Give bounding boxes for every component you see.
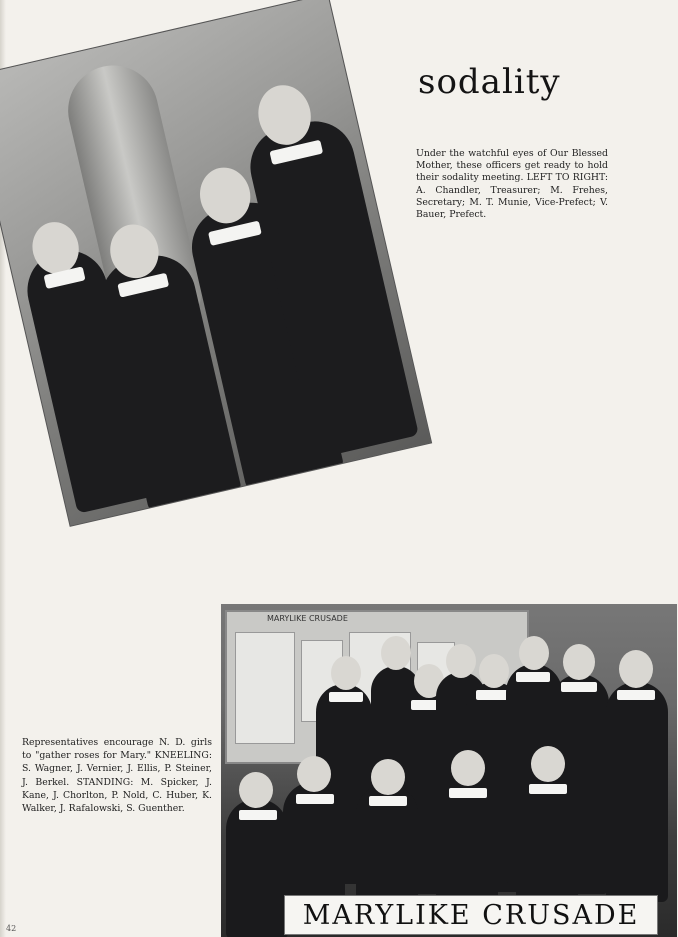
bulletin-board-title: MARYLIKE CRUSADE xyxy=(267,614,348,623)
person-head xyxy=(297,756,331,792)
marylike-crusade-photo xyxy=(221,604,677,937)
person-head xyxy=(451,750,485,786)
person-head xyxy=(619,650,653,688)
sodality-officers-photo xyxy=(0,0,431,526)
page-number: 42 xyxy=(6,924,17,933)
person-collar xyxy=(516,672,550,682)
person-collar xyxy=(369,796,407,806)
photo-caption-top: Under the watchful eyes of Our Blessed Mother, these officers get ready to hold their sodality meeting. LEFT TO RIGHT: A. Chandler, Treasurer; M. Frehes, Secretary; M. T. Munie, Vice-Prefect; V. Bauer, Prefect. xyxy=(416,148,608,221)
person-head xyxy=(239,772,273,808)
person-collar xyxy=(329,692,363,702)
person-head xyxy=(331,656,361,690)
person-collar xyxy=(617,690,655,700)
person-collar xyxy=(239,810,277,820)
person-collar xyxy=(296,794,334,804)
person-head xyxy=(519,636,549,670)
person-head xyxy=(446,644,476,678)
person-head xyxy=(381,636,411,670)
poster xyxy=(235,632,295,744)
person-head xyxy=(563,644,595,680)
person-head xyxy=(371,759,405,795)
person-collar xyxy=(561,682,597,692)
person-head xyxy=(479,654,509,688)
page-title: sodality xyxy=(418,62,561,102)
photo-caption-bottom: Representatives encourage N. D. girls to "gather roses for Mary." KNEELING: S. Wagner, J. Vernier, J. Ellis, P. Steiner, J. Berkel. STANDING: M. Spicker, J. Kane, J. Chorlton, P. Nold, C. Huber, K. Walker, J. Rafalowski, S. Guenther. xyxy=(22,737,212,815)
person-head xyxy=(531,746,565,782)
photo-banner-title: MARYLIKE CRUSADE xyxy=(284,895,658,935)
person-collar xyxy=(529,784,567,794)
person-collar xyxy=(449,788,487,798)
person-collar xyxy=(476,690,510,700)
person-figure xyxy=(606,682,668,902)
